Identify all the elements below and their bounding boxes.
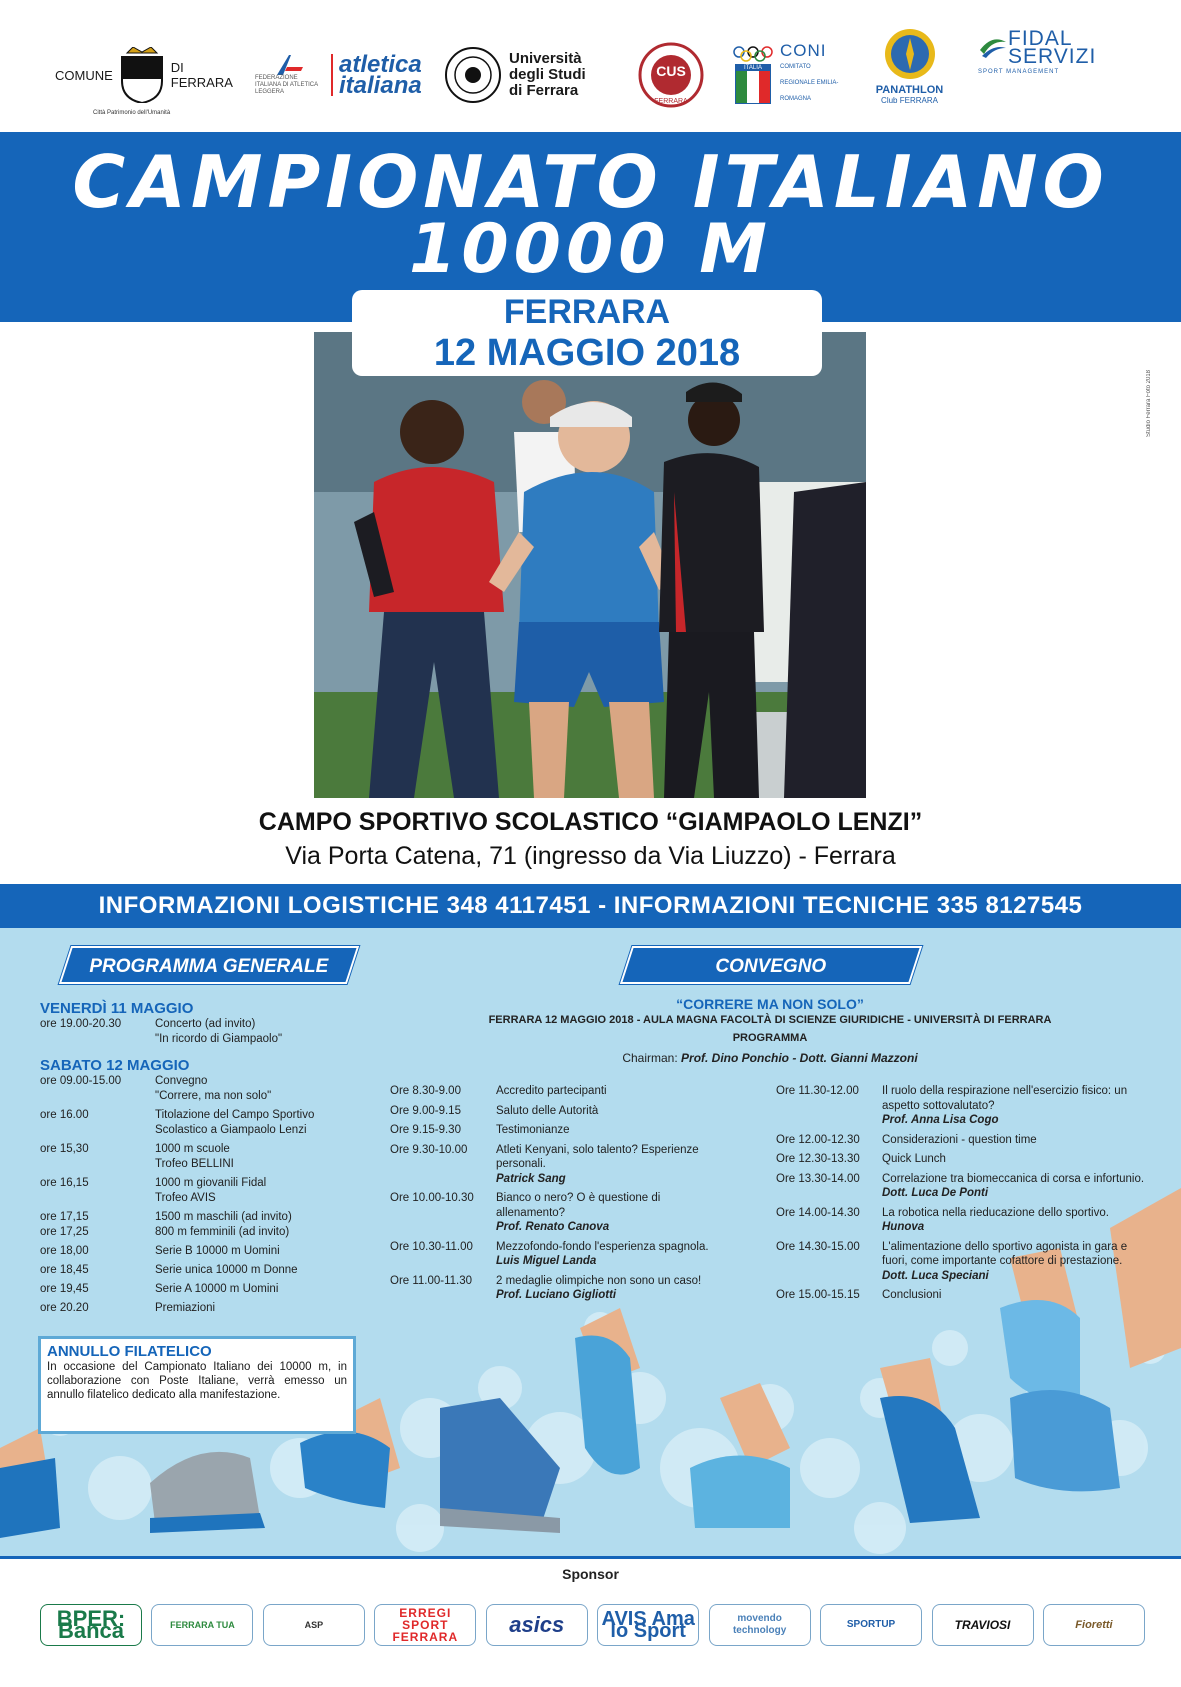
schedule-row xyxy=(40,1210,360,1240)
runners-photo-illustration xyxy=(314,332,866,798)
logo-bar xyxy=(0,0,1181,132)
convegno-time: Ore 11.00-11.30 xyxy=(390,1274,473,1287)
convegno-topic-text: L'alimentazione dello sportivo agonista in gara e fuori, come importante cofattore di prestazione. xyxy=(882,1240,1128,1267)
convegno-time: Ore 14.00-14.30 xyxy=(776,1206,860,1219)
convegno-topic xyxy=(882,1133,1146,1148)
venue-address: Via Porta Catena, 71 (ingresso da Via Liuzzo) - Ferrara xyxy=(285,842,896,870)
schedule-row xyxy=(40,1282,360,1297)
schedule-row xyxy=(40,1176,360,1206)
annullo-title: ANNULLO FILATELICO xyxy=(47,1343,212,1360)
convegno-row xyxy=(776,1152,1146,1167)
schedule-time: ore 18,00 xyxy=(40,1245,89,1257)
schedule-time: ore 09.00-15.00 xyxy=(40,1075,122,1087)
fidal-federation-text: FEDERAZIONE ITALIANA DI ATLETICA LEGGERA xyxy=(255,74,318,95)
fidal-servizi-wordmark xyxy=(1008,27,1097,68)
programma-generale xyxy=(40,996,360,1320)
convegno-row xyxy=(390,1143,730,1187)
convegno-row xyxy=(776,1288,1146,1303)
schedule-time: ore 17,15 ore 17,25 xyxy=(40,1211,89,1238)
convegno-row xyxy=(390,1123,730,1138)
schedule-row xyxy=(40,1142,360,1172)
convegno-topic xyxy=(882,1084,1146,1128)
convegno-speaker: Prof. Renato Canova xyxy=(496,1221,610,1233)
schedule-row xyxy=(40,1263,360,1278)
sponsor-logo: AVIS Ama lo Sport xyxy=(597,1604,699,1646)
comune-label-right: DI FERRARA xyxy=(170,60,233,90)
sponsor-logos xyxy=(40,1604,1145,1648)
sponsor-logo: Fioretti xyxy=(1043,1604,1145,1646)
schedule-desc: Convegno "Correre, ma non solo" xyxy=(155,1075,272,1102)
unife-line1: Università xyxy=(509,50,582,67)
convegno-topic xyxy=(496,1104,730,1119)
event-title-line2: 10000 M xyxy=(409,210,772,289)
convegno-speaker: Prof. Luciano Gigliotti xyxy=(496,1289,617,1301)
sponsor-logo: TRAVIOSI xyxy=(932,1604,1034,1646)
convegno-topic xyxy=(882,1152,1146,1167)
atletica-line2: italiana xyxy=(339,72,422,99)
schedule-time: ore 18,45 xyxy=(40,1264,89,1276)
convegno-topic-text: Bianco o nero? O è questione di allenamento? xyxy=(496,1192,661,1219)
convegno-time: Ore 12.00-12.30 xyxy=(776,1133,860,1146)
convegno-topic-text: Quick Lunch xyxy=(882,1153,946,1165)
info-phone-band: INFORMAZIONI LOGISTICHE 348 4117451 - INFORMAZIONI TECNICHE 335 8127545 xyxy=(0,884,1181,928)
unife-logo xyxy=(445,30,615,120)
convegno-time: Ore 14.30-15.00 xyxy=(776,1240,860,1253)
panathlon-emblem-icon xyxy=(884,28,936,80)
tab-programma-label: PROGRAMMA GENERALE xyxy=(88,956,328,977)
convegno-row xyxy=(776,1240,1146,1284)
convegno-row xyxy=(390,1104,730,1119)
cus-sub: FERRARA xyxy=(654,98,688,105)
sponsor-divider xyxy=(0,1556,1181,1559)
event-title-line1: CAMPIONATO ITALIANO xyxy=(72,140,1109,224)
tab-convegno-label: CONVEGNO xyxy=(714,956,826,977)
schedule-time: ore 15,30 xyxy=(40,1143,89,1155)
sponsor-logo: asics xyxy=(486,1604,588,1646)
convegno-topic xyxy=(496,1143,730,1187)
unife-seal-icon xyxy=(445,47,501,103)
convegno-topic xyxy=(496,1240,730,1269)
fidal-servizi-line2: SERVIZI xyxy=(1008,45,1097,68)
convegno-topic-text: Atleti Kenyani, solo talento? Esperienze personali. xyxy=(496,1143,699,1170)
convegno-programma-label: PROGRAMMA xyxy=(732,1032,808,1044)
fidal-servizi-swoosh-icon xyxy=(978,36,1008,60)
schedule-desc: Serie unica 10000 m Donne xyxy=(155,1264,298,1276)
convegno-time: Ore 11.30-12.00 xyxy=(776,1085,859,1097)
panathlon-sub: Club FERRARA xyxy=(881,96,938,105)
day-heading: SABATO 12 MAGGIO xyxy=(40,1057,190,1074)
schedule-time: ore 20.20 xyxy=(40,1302,89,1314)
convegno-time: Ore 9.00-9.15 xyxy=(390,1104,461,1117)
convegno-subtitle: FERRARA 12 MAGGIO 2018 - AULA MAGNA FACOLTÀ DI SCIENZE GIURIDICHE - UNIVERSITÀ DI FERRARA xyxy=(488,1014,1052,1026)
convegno-time: Ore 8.30-9.00 xyxy=(390,1085,461,1097)
convegno-row xyxy=(776,1206,1146,1235)
convegno-speaker: Dott. Luca Speciani xyxy=(882,1269,989,1282)
atletica-italiana-wordmark xyxy=(331,51,422,99)
chairman-label: Chairman: xyxy=(622,1051,678,1065)
atletica-line1: atletica xyxy=(339,51,422,78)
convegno-topic xyxy=(882,1288,1146,1303)
schedule-row xyxy=(40,1244,360,1259)
runners-photo xyxy=(314,332,866,798)
coni-wordmark xyxy=(780,43,842,107)
schedule-desc: Titolazione del Campo Sportivo Scolastico a Giampaolo Lenzi xyxy=(155,1109,315,1136)
sponsor-label: Sponsor xyxy=(562,1566,619,1582)
convegno-time: Ore 12.30-13.30 xyxy=(776,1153,860,1165)
convegno-topic-text: Il ruolo della respirazione nell'esercizio fisico: un aspetto sottovalutato? xyxy=(882,1085,1128,1112)
event-date-box xyxy=(352,290,822,376)
convegno-row xyxy=(390,1274,730,1303)
sponsor-logo: SPORTUP xyxy=(820,1604,922,1646)
cus-ferrara-logo xyxy=(638,30,708,120)
fidal-servizi-logo xyxy=(978,27,1128,120)
convegno-schedule-left xyxy=(390,1084,730,1308)
convegno-row xyxy=(776,1172,1146,1201)
comune-ferrara-logo xyxy=(55,30,233,120)
coni-label: CONI xyxy=(780,41,827,60)
convegno-topic-text: Correlazione tra biomeccanica di corsa e infortunio. xyxy=(882,1172,1145,1185)
schedule-row xyxy=(40,1017,360,1047)
convegno-speaker: Prof. Anna Lisa Cogo xyxy=(882,1114,999,1126)
schedule-row xyxy=(40,1301,360,1316)
convegno-row xyxy=(390,1084,730,1099)
convegno-time: Ore 13.30-14.00 xyxy=(776,1172,860,1185)
panathlon-label: PANATHLON xyxy=(875,84,944,96)
convegno-topic-text: Saluto delle Autorità xyxy=(496,1104,599,1117)
sponsor-logo: movendo technology xyxy=(709,1604,811,1646)
italia-flag-label: ITALIA xyxy=(736,65,770,71)
fidal-atletica-logo xyxy=(255,30,425,120)
convegno-topic xyxy=(496,1123,730,1138)
schedule-desc: 1500 m maschili (ad invito) 800 m femminili (ad invito) xyxy=(155,1211,292,1238)
convegno-speaker: Luis Miguel Landa xyxy=(496,1255,597,1267)
schedule-time: ore 19.00-20.30 xyxy=(40,1018,122,1030)
convegno-topic-text: 2 medaglie olimpiche non sono un caso! xyxy=(496,1274,702,1287)
cus-label: CUS xyxy=(656,63,686,79)
italia-flag-icon xyxy=(735,64,771,104)
day-heading: VENERDÌ 11 MAGGIO xyxy=(40,1000,194,1017)
schedule-desc: Concerto (ad invito) "In ricordo di Giampaolo" xyxy=(155,1018,283,1045)
shield-icon xyxy=(119,47,165,103)
convegno-topic xyxy=(496,1084,730,1099)
schedule-desc: Serie B 10000 m Uomini xyxy=(155,1245,280,1257)
sponsor-logo: ASP xyxy=(263,1604,365,1646)
schedule-time: ore 16.00 xyxy=(40,1109,89,1121)
convegno-row xyxy=(390,1240,730,1269)
convegno-title: “CORRERE MA NON SOLO” xyxy=(676,996,864,1012)
event-date: 12 MAGGIO 2018 xyxy=(433,332,741,374)
venue-name: CAMPO SPORTIVO SCOLASTICO “GIAMPAOLO LENZI” xyxy=(258,808,923,836)
schedule-row xyxy=(40,1108,360,1138)
convegno-row xyxy=(776,1133,1146,1148)
convegno-chairman xyxy=(380,1051,1160,1065)
convegno-time: Ore 10.00-10.30 xyxy=(390,1192,474,1204)
schedule-desc: Serie A 10000 m Uomini xyxy=(155,1283,279,1295)
coni-logo xyxy=(732,30,842,120)
schedule-time: ore 19,45 xyxy=(40,1283,89,1295)
convegno-topic xyxy=(496,1191,730,1235)
convegno-topic xyxy=(496,1274,730,1303)
schedule-time: ore 16,15 xyxy=(40,1177,89,1189)
convegno-row xyxy=(390,1191,730,1235)
convegno-time: Ore 15.00-15.15 xyxy=(776,1289,860,1301)
sponsor-logo: ERREGI SPORT FERRARA xyxy=(374,1604,476,1646)
schedule-desc: 1000 m scuole Trofeo BELLINI xyxy=(155,1143,234,1170)
convegno-time: Ore 9.30-10.00 xyxy=(390,1143,468,1156)
sponsor-logo: BPER: Banca xyxy=(40,1604,142,1646)
fidal-servizi-line1: FIDAL xyxy=(1008,27,1073,50)
convegno-topic-text: Considerazioni - question time xyxy=(882,1133,1037,1146)
convegno-time: Ore 9.15-9.30 xyxy=(390,1124,461,1136)
unife-line2: degli Studi xyxy=(509,66,586,83)
coni-sub: COMITATO REGIONALE EMILIA-ROMAGNA xyxy=(780,64,839,102)
convegno-time: Ore 10.30-11.00 xyxy=(390,1240,473,1253)
convegno-row xyxy=(776,1084,1146,1128)
photo-credit: Studio Ferrara Foto 2018 xyxy=(1146,370,1152,438)
tab-convegno xyxy=(620,946,922,984)
comune-label-left: COMUNE xyxy=(55,67,113,83)
fidal-servizi-sub: SPORT MANAGEMENT xyxy=(978,69,1060,75)
annullo-filatelico-box xyxy=(38,1336,356,1434)
convegno-topic-text: Testimonianze xyxy=(496,1124,570,1136)
tab-programma-generale xyxy=(59,946,359,984)
convegno-topic-text: Accredito partecipanti xyxy=(496,1085,607,1097)
olympic-rings-icon xyxy=(732,46,774,62)
panathlon-logo xyxy=(862,28,957,118)
convegno-speaker: Patrick Sang xyxy=(496,1172,566,1185)
convegno-schedule-right xyxy=(776,1084,1146,1308)
schedule-desc: Premiazioni xyxy=(155,1302,216,1314)
fidal-mark-icon xyxy=(275,55,305,75)
annullo-text: In occasione del Campionato Italiano dei 10000 m, in collaborazione con Poste Italiane, verrà emesso un annullo filatelico dedicato alla manifestazione. xyxy=(47,1361,347,1401)
convegno-speaker: Hunova xyxy=(882,1221,925,1233)
chairman-names: Prof. Dino Ponchio - Dott. Gianni Mazzoni xyxy=(681,1051,918,1065)
convegno-topic-text: Mezzofondo-fondo l'esperienza spagnola. xyxy=(496,1240,709,1253)
convegno-topic xyxy=(882,1240,1146,1284)
convegno-topic-text: La robotica nella rieducazione dello sportivo. xyxy=(882,1206,1109,1219)
sponsor-logo: FERRARA TUA xyxy=(151,1604,253,1646)
unife-line3: di Ferrara xyxy=(509,82,579,99)
program-section xyxy=(0,928,1181,1558)
convegno-topic-text: Conclusioni xyxy=(882,1289,942,1301)
convegno-topic xyxy=(882,1172,1146,1201)
schedule-row xyxy=(40,1074,360,1104)
event-city: FERRARA xyxy=(503,293,671,331)
comune-subtitle: Città Patrimonio dell'Umanità xyxy=(93,110,171,116)
convegno-speaker: Dott. Luca De Ponti xyxy=(882,1187,989,1199)
schedule-desc: 1000 m giovanili Fidal Trofeo AVIS xyxy=(155,1177,267,1204)
unife-wordmark xyxy=(509,51,586,99)
convegno-topic xyxy=(882,1206,1146,1235)
